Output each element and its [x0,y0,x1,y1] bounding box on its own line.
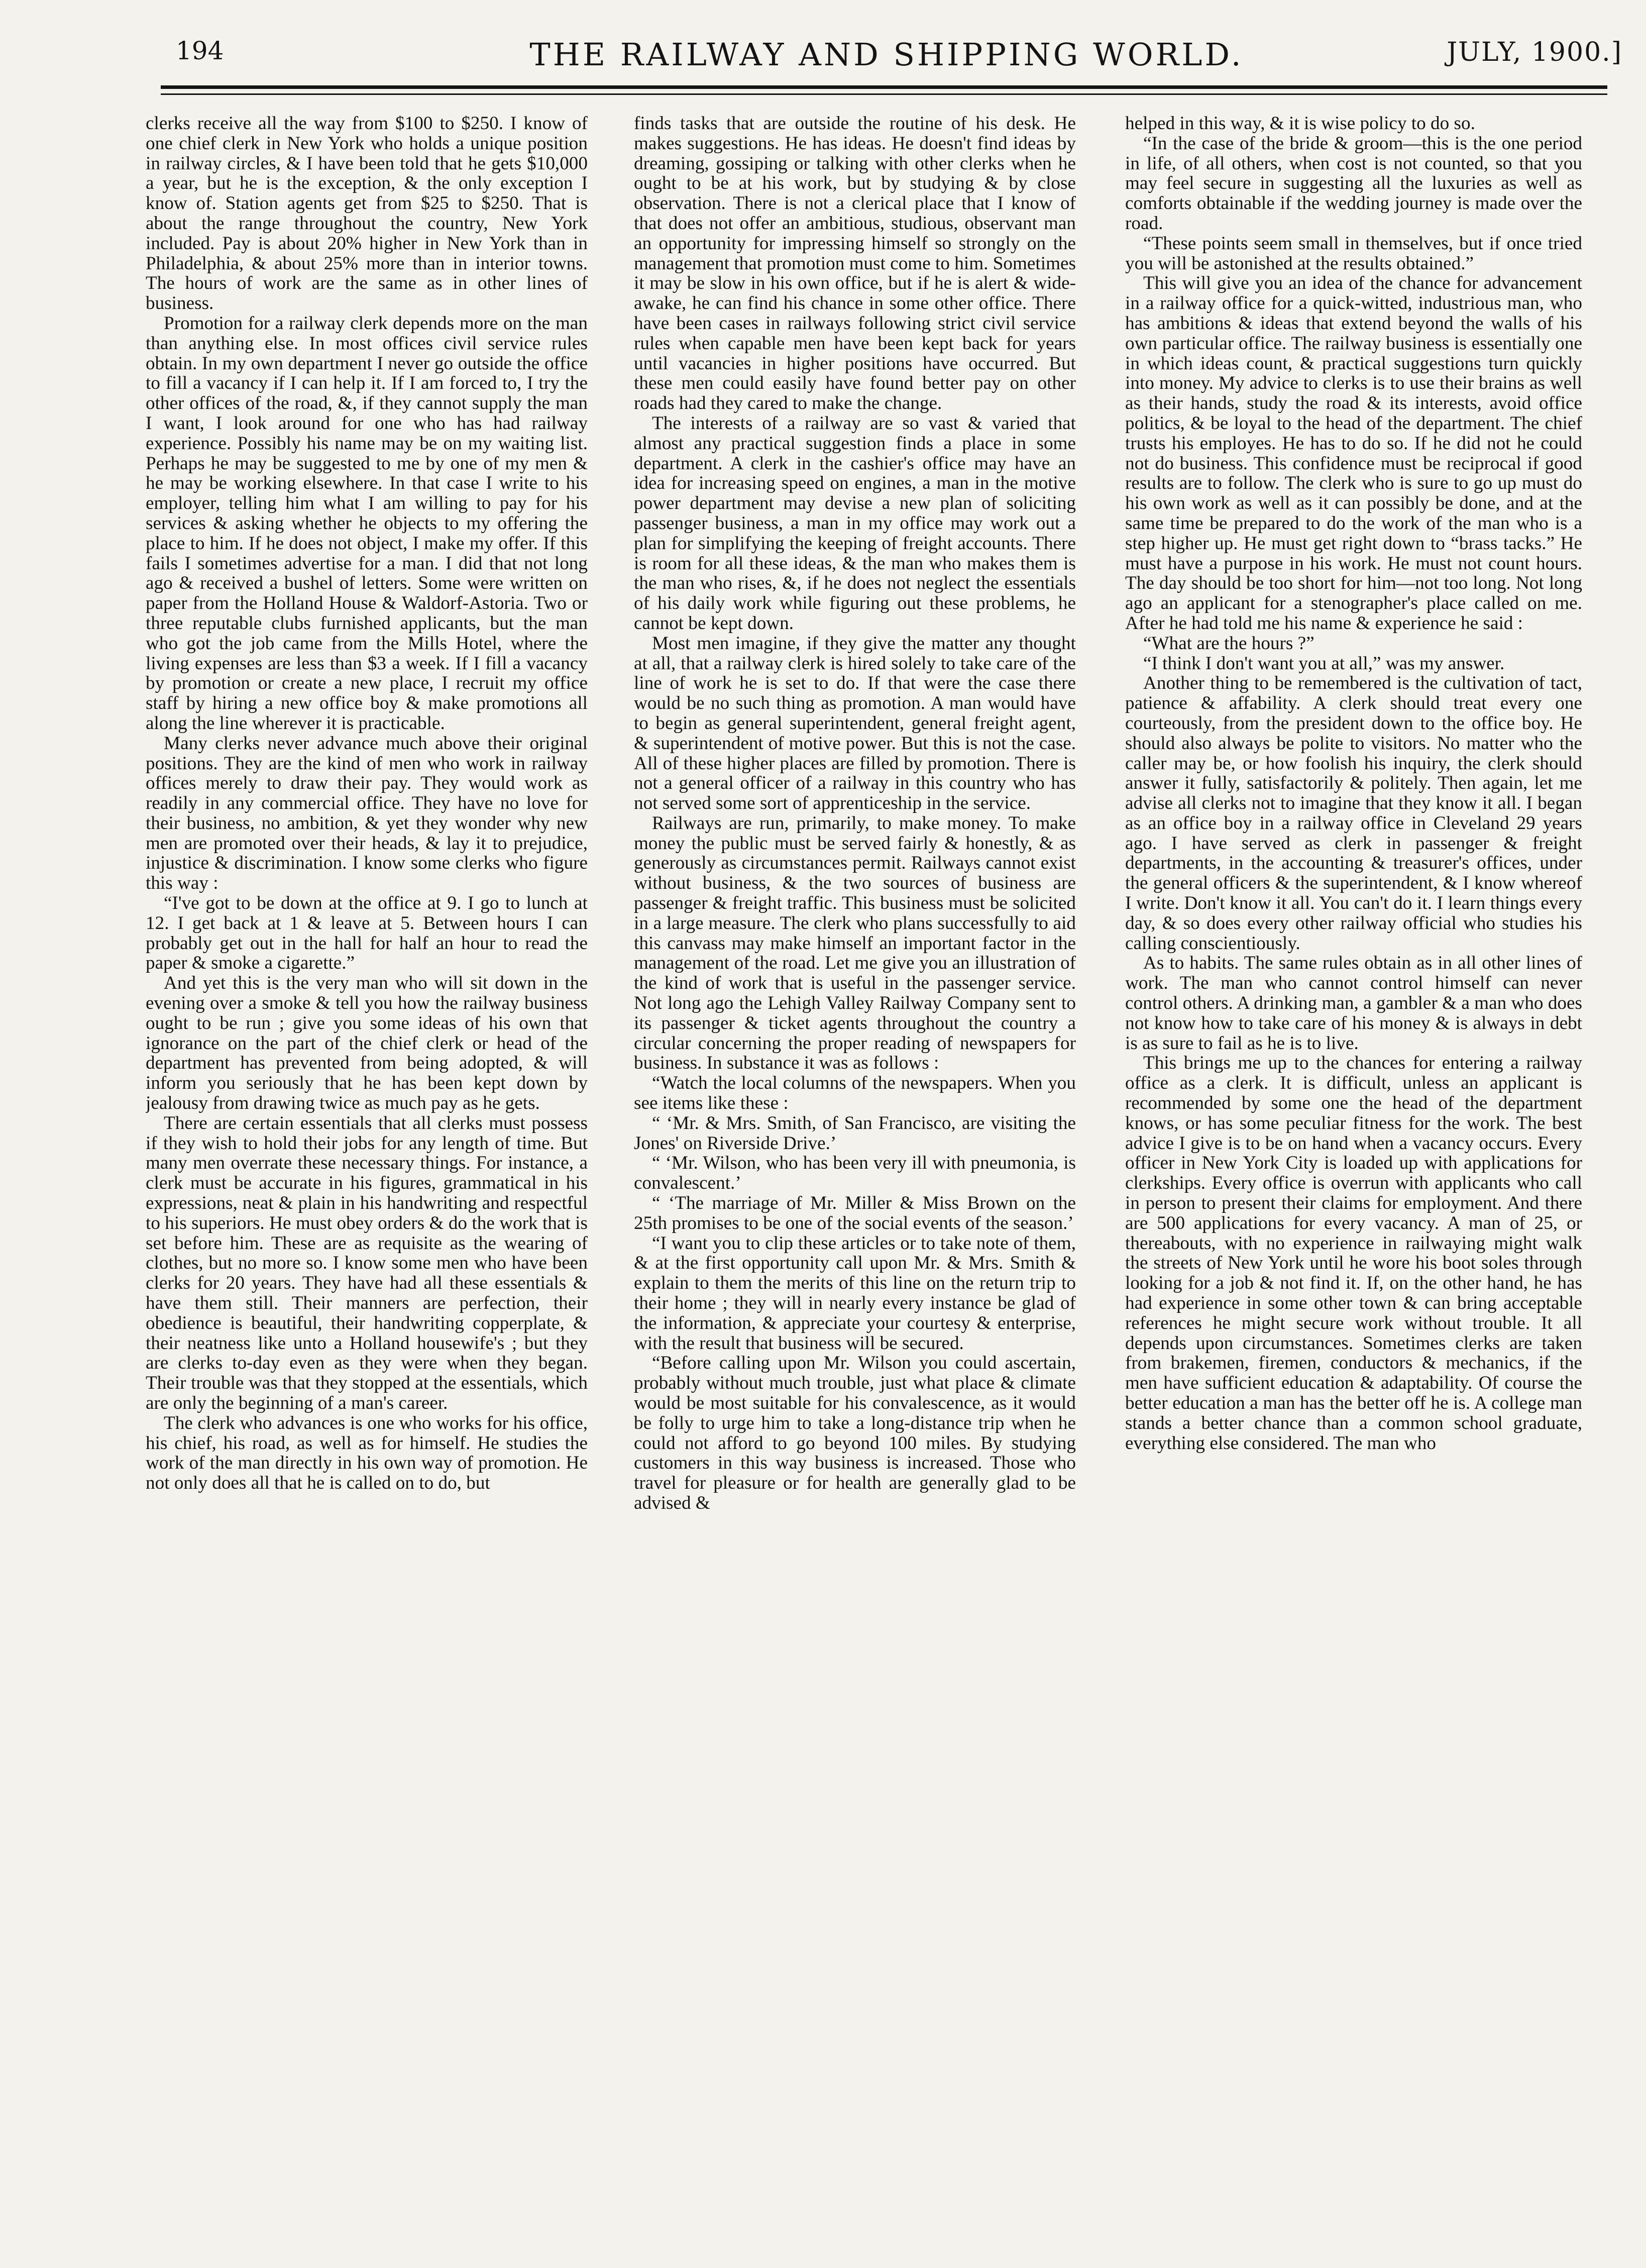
paragraph: Many clerks never advance much above their original positions. They are the kind of men who work in railway offices merely to draw their pay. They would work as readily in any commercial office. They have no love for their business, no ambition, & yet they wonder why new men are promoted over their heads, & lay it to prejudice, injustice & discrimination. I know some clerks who figure this way : [146,733,588,894]
paragraph: This brings me up to the chances for entering a railway office as a clerk. It is difficult, unless an applicant is recommended by some one the head of the department knows, or has some peculiar fitness for the work. The best advice I give is to be on hand when a vacancy occurs. Every officer in New York City is loaded up with applications for clerkships. Every office is overrun with applicants who call in person to present their claims for employment. And there are 500 applications for every vacancy. A man of 25, or thereabouts, with no experience in railwaying might walk the streets of New York until he wore his boot soles through looking for a job & not find it. If, on the other hand, he has had experience in some other town & can bring acceptable references he might secure work without trouble. It all depends upon circumstances. Sometimes clerks are taken from brakemen, firemen, conductors & mechanics, if the men have sufficient education & adaptability. Of course the better education a man has the better off he is. A college man stands a better chance than a common school graduate, everything else considered. The man who [1125,1053,1582,1454]
header-rule-thick [161,85,1607,89]
paragraph: Railways are run, primarily, to make money. To make money the public must be served fairly & honestly, & as generously as circumstances permit. Railways cannot exist without business, & the two sources of business are passenger & freight traffic. This business must be solicited in a large measure. The clerk who plans successfully to aid this canvass may make himself an important factor in the management of the road. Let me give you an illustration of the kind of work that is useful in the passenger service. Not long ago the Lehigh Valley Railway Company sent to its passenger & ticket agents throughout the country a circular concerning the proper reading of newspapers for business. In substance it was as follows : [634,812,1076,1074]
paragraph: “These points seem small in themselves, but if once tried you will be astonished at the results obtained.” [1125,233,1582,274]
paragraph: This will give you an idea of the chance for advancement in a railway office for a quick-witted, industrious man, who has ambitions & ideas that extend beyond the walls of his own particular office. The railway business is essentially one in which ideas count, & practical suggestions turn quickly into money. My advice to clerks is to use their brains as well as their hands, study the road & its interests, avoid office politics, & be loyal to the head of the department. The chief trusts his employes. He has to do so. If he did not he could not do business. This confidence must be reciprocal if good results are to follow. The clerk who is sure to go up must do his own work as well as it can possibly be done, and at the same time be prepared to do the work of the man who is a step higher up. He must get right down to “brass tacks.” He must have a purpose in his work. He must not count hours. The day should be too short for him—not too long. Not long ago an applicant for a stenographer's place called on me. After he had told me his name & experience he said : [1125,273,1582,634]
paragraph: “Watch the local columns of the newspapers. When you see items like these : [634,1073,1076,1114]
article-column-3 [1125,114,1582,2199]
paragraph: And yet this is the very man who will sit down in the evening over a smoke & tell you how the railway business ought to be run ; give you some ideas of his own that ignorance on the part of the chief clerk or head of the department has prevented from being adopted, & will inform you seriously that he has been kept down by jealousy from drawing twice as much pay as he gets. [146,973,588,1114]
paragraph: “ ‘Mr. Wilson, who has been very ill with pneumonia, is convalescent.’ [634,1153,1076,1194]
page-number: 194 [176,36,224,65]
paragraph: Another thing to be remembered is the cultivation of tact, patience & affability. A clerk should treat every one courteously, from the president down to the office boy. He should also always be polite to visitors. No matter who the caller may be, or how foolish his inquiry, the clerk should answer it fully, satisfactorily & politely. Then again, let me advise all clerks not to imagine that they know it all. I began as an office boy in a railway office in Cleveland 29 years ago. I have served as clerk in passenger & freight departments, in the accounting & treasurer's offices, under the general officers & the superintendent, & I know whereof I write. Don't know it all. You can't do it. I learn things every day, & so does every other railway official who studies his calling conscientiously. [1125,673,1582,954]
issue-date: JULY, 1900.] [1447,37,1622,67]
paragraph: helped in this way, & it is wise policy to do so. [1125,114,1475,134]
paragraph: clerks receive all the way from $100 to $250. I know of one chief clerk in New York who holds a unique position in railway circles, & I have been told that he gets $10,000 a year, but he is the exception, & the only exception I know of. Station agents get from $25 to $250. That is about the range throughout the country, New York included. Pay is about 20% higher in New York than in Philadelphia, & about 25% more than in interior towns. The hours of work are the same as in other lines of business. [146,114,588,314]
paragraph: The clerk who advances is one who works for his office, his chief, his road, as well as for himself. He studies the work of the man directly in his own way of promotion. He not only does all that he is called on to do, but [146,1412,588,1494]
paragraph: “I think I don't want you at all,” was my answer. [1143,653,1505,674]
paragraph: Most men imagine, if they give the matter any thought at all, that a railway clerk is hired solely to take care of the line of work he is set to do. If that were the case there would be no such thing as promotion. A man would have to begin as general superintendent, general freight agent, & superintendent of motive power. But this is not the case. All of these higher places are filled by promotion. There is not a general officer of a railway in this country who has not served some sort of apprenticeship in the service. [634,633,1076,814]
header-rule-thin [161,93,1607,95]
paragraph: “ ‘Mr. & Mrs. Smith, of San Francisco, are visiting the Jones' on Riverside Drive.’ [634,1112,1076,1154]
paragraph: “I want you to clip these articles or to take note of them, & at the first opportunity call upon Mr. & Mrs. Smith & explain to them the merits of this line on the return trip to their home ; they will in nearly every instance be glad of the information, & appreciate your courtesy & enterprise, with the result that business will be secured. [634,1232,1076,1354]
paragraph: “What are the hours ?” [1143,633,1314,654]
paragraph: “I've got to be down at the office at 9. I go to lunch at 12. I get back at 1 & leave at 5. Between hours I can probably get out in the hall for half an hour to read the paper & smoke a cigarette.” [146,893,588,974]
article-column-2 [634,114,1076,2199]
paragraph: “Before calling upon Mr. Wilson you could ascertain, probably without much trouble, just what place & climate would be most suitable for his convalescence, as it would be folly to urge him to take a long-distance trip when he could not afford to go beyond 100 miles. By studying customers in this way business is increased. Those who travel for pleasure or for health are generally glad to be advised & [634,1353,1076,1513]
paragraph: As to habits. The same rules obtain as in all other lines of work. The man who cannot control himself can never control others. A drinking man, a gambler & a man who does not know how to take care of his money & is always in debt is as sure to fail as he is to live. [1125,953,1582,1054]
page-header [151,31,1622,76]
article-column-1 [146,114,588,2199]
masthead-title: THE RAILWAY AND SHIPPING WORLD. [529,36,1244,73]
paragraph: “ ‘The marriage of Mr. Miller & Miss Brown on the 25th promises to be one of the social events of the season.’ [634,1193,1076,1233]
paragraph: There are certain essentials that all clerks must possess if they wish to hold their jobs for any length of time. But many men overrate these necessary things. For instance, a clerk must be accurate in his figures, grammatical in his expressions, neat & plain in his handwriting and respectful to his superiors. He must obey orders & do the work that is set before him. These are as requisite as the wearing of clothes, but no more so. I know some men who have been clerks for 20 years. They have had all these essentials & have them still. Their manners are perfection, their obedience is beautiful, their handwriting copperplate, & their neatness like unto a Holland housewife's ; but they are clerks to-day even as they were when they began. Their trouble was that they stopped at the essentials, which are only the beginning of a man's career. [146,1112,588,1413]
paragraph: The interests of a railway are so vast & varied that almost any practical suggestion finds a place in some department. A clerk in the cashier's office may have an idea for increasing speed on engines, a man in the motive power department may devise a new plan of soliciting passenger business, a man in my office may work out a plan for simplifying the keeping of freight accounts. There is room for all these ideas, & the man who makes them is the man who rises, &, if he does not neglect the essentials of his daily work while figuring out these problems, he cannot be kept down. [634,413,1076,634]
paragraph: “In the case of the bride & groom—this is the one period in life, of all others, when cost is not counted, so that you may feel secure in suggesting all the luxuries as well as comforts obtainable if the wedding journey is made over the road. [1125,133,1582,234]
paragraph: finds tasks that are outside the routine of his desk. He makes suggestions. He has ideas. He doesn't find ideas by dreaming, gossiping or talking with other clerks when he ought to be at his work, but by studying & by close observation. There is not a clerical place that I know of that does not offer an ambitious, studious, observant man an opportunity for impressing himself so strongly on the management that promotion must come to him. Sometimes it may be slow in his own office, but if he is alert & wide-awake, he can find his chance in some other office. There have been cases in railways following strict civil service rules when capable men have been kept back for years until vacancies in higher positions have occurred. But these men could easily have found better pay on other roads had they cared to make the change. [634,114,1076,414]
paragraph: Promotion for a railway clerk depends more on the man than anything else. In most offices civil service rules obtain. In my own department I never go outside the office to fill a vacancy if I can help it. If I am forced to, I try the other offices of the road, &, if they cannot supply the man I want, I look around for one who has had railway experience. Possibly his name may be on my waiting list. Perhaps he may be suggested to me by one of my men & he may be working elsewhere. In that case I write to his employer, telling him what I am willing to pay for his services & asking whether he objects to my offering the place to him. If he does not object, I make my offer. If this fails I sometimes advertise for a man. I did that not long ago & received a bushel of letters. Some were written on paper from the Holland House & Waldorf-Astoria. Two or three reputable clubs furnished applicants, but the man who got the job came from the Mills Hotel, where the living expenses are less than $3 a week. If I fill a vacancy by promotion or create a new place, I recruit my office staff by hiring a new office boy & make promotions all along the line wherever it is practicable. [146,313,588,734]
